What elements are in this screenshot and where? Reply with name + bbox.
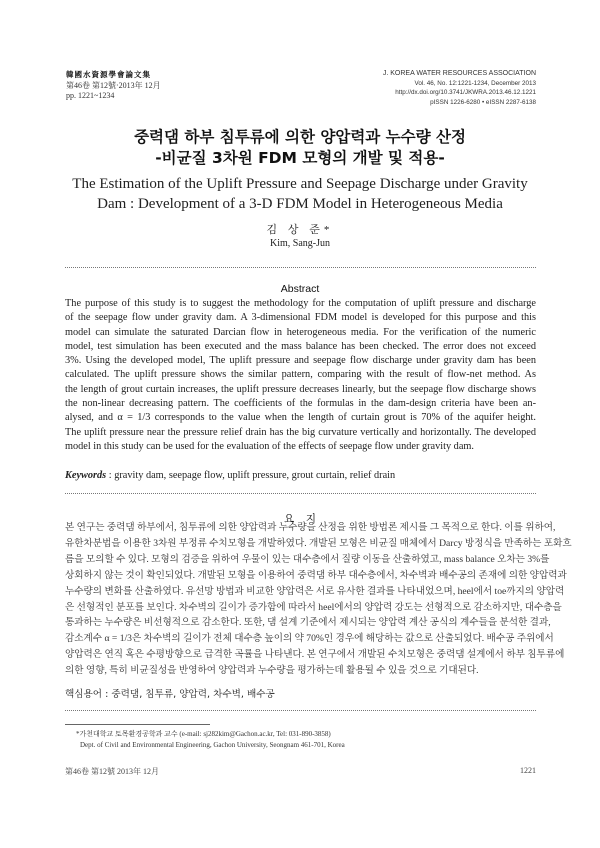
abstract-body — [65, 297, 536, 454]
paragraph-line: model, test simulation has been executed and the mass balance has been checked. The error does not exceed — [65, 340, 536, 352]
paragraph-line: 통과하는 누수량은 비선형적으로 감소한다. 또한, 댐 설계 기준에서 제시되는 양압력 계산 공식의 계수들을 분석한 결과, — [65, 617, 551, 629]
journal-header-right — [383, 69, 536, 107]
korean-keywords: 핵심용어 : 중력댐, 침투류, 양압력, 차수벽, 배수공 — [65, 689, 275, 700]
footer-issue: 第46卷 第12號 2013年 12月 — [65, 767, 159, 776]
english-title — [0, 174, 600, 214]
paragraph-line: of the seepage flow under gravity dam. A 3-dimensional FDM model is developed for this purpose and this — [65, 312, 536, 324]
doi-link[interactable]: http://dx.doi.org/10.3741/JKWRA.2013.46.12.1221 — [395, 89, 536, 96]
journal-name-korean: 韓國水資源學會論文集 — [66, 70, 151, 79]
page-footer — [65, 766, 536, 777]
journal-pages: pp. 1221~1234 — [66, 91, 115, 100]
journal-volume: 第46卷 第12號·2013年 12月 — [66, 80, 161, 90]
paragraph-line: the non-linear decreasing pattern. The coefficients of the formulas in the dam-design criteria have been an- — [65, 398, 536, 410]
divider — [65, 493, 536, 494]
journal-header-left — [66, 70, 161, 102]
footnote-affiliation-korean: *가천대학교 토목환경공학과 교수 (e-mail: sj282kim@Gachon.ac.kr, Tel: 031-890-3858) — [76, 730, 331, 738]
korean-subtitle-line: -비균질 3차원 FDM 모형의 개발 및 적용- — [155, 149, 445, 167]
english-title-line: The Estimation of the Uplift Pressure and Seepage Discharge under Gravity — [72, 176, 528, 192]
korean-title-line: 중력댐 하부 침투류에 의한 양압력과 누수량 산정 — [134, 128, 466, 146]
issn: pISSN 1226-6280 • eISSN 2287-6138 — [430, 98, 536, 106]
footnote-affiliation-english: Dept. of Civil and Environmental Engineering, Gachon University, Seongnam 461-701, Korea — [80, 741, 345, 749]
paragraph-line: the length of grout curtain increases, the uplift pressure decreases linearly, but the seepage flow discharge shows — [65, 383, 536, 395]
paragraph-line: The uplift pressure near the pressure relief drain has the big curvature vertically and horizontally. The developed — [65, 426, 536, 438]
paragraph-line: model can simulate the saturated Darcian flow in heterogeneous media. For the verification of the numeric — [65, 326, 536, 338]
paragraph-line: 은 선형적인 분포를 보인다. 차수벽의 길이가 증가함에 따라서 heel에서의 양압력 강도는 선형적으로 감소하지만, 대수층을 — [65, 601, 562, 613]
korean-abstract-body — [65, 520, 572, 679]
paragraph-line: model in this study can be used for the evaluation of the effects of seepage flow under gravity dam. — [65, 440, 474, 452]
abstract-heading: Abstract — [280, 283, 320, 295]
journal-volume-english: Vol. 46, No. 12:1221-1234, December 2013 — [414, 79, 536, 87]
paragraph-line: The purpose of this study is to suggest the methodology for the computation of uplift pressure and discharge — [65, 298, 536, 309]
paragraph-line: 누수량의 변화를 산출하였다. 유선망 방법과 비교한 양압력은 서로 유사한 결과를 나타내었으며, heel에서 toe까지의 양압력 — [65, 585, 565, 597]
author-english: Kim, Sang-Jun — [270, 238, 330, 249]
footnote-rule — [65, 724, 210, 725]
english-title-line: Dam : Development of a 3-D FDM Model in Heterogeneous Media — [97, 196, 503, 212]
paragraph-line: calculated. The uplift pressure shows the similar pattern, comparing with the result of flow-net method. As — [65, 369, 536, 381]
paragraph-line: 3%. Using the developed model, The uplift pressure and seepage flow discharge under gravity dam has been — [65, 355, 536, 367]
divider — [65, 710, 536, 711]
author-korean: 김 상 준* — [266, 224, 334, 236]
paragraph-line: 상회하지 않는 것이 확인되었다. 개발된 모형을 이용하여 중력댐 하부 대수층에서, 차수벽과 배수공의 존재에 의한 양압력과 — [65, 569, 567, 581]
korean-title — [0, 127, 600, 169]
paragraph-line: 유한차분법을 이용한 3차원 부정류 수치모형을 개발하였다. 개발된 모형은 비균질 매체에서 Darcy 방정식을 만족하는 포화흐 — [65, 537, 572, 549]
paragraph-line: 본 연구는 중력댐 하부에서, 침투류에 의한 양압력과 누수량을 산정을 위한 방법론 제시를 그 목적으로 한다. 이를 위하여, — [65, 522, 556, 533]
paragraph-line: 의한 영향, 특히 비균질성을 반영하여 양압력과 누수량을 평가하는데 활용될 수 있을 것으로 기대된다. — [65, 665, 479, 677]
paragraph-line: 름을 모의할 수 있다. 모형의 검증을 위하여 우물이 있는 대수층에서 질량 이동을 산출하였고, mass balance 오차는 3%를 — [65, 553, 550, 565]
korean-abstract-heading: 요 지 — [284, 513, 316, 525]
paragraph-line: 양압력은 연직 혹은 수평방향으로 급격한 곡률을 나타낸다. 본 연구에서 개발된 수치모형은 중력댐 설계에서 하부 침투류에 — [65, 649, 565, 661]
paragraph-line: alysed, and α = 1/3 corresponds to the value when the length of curtain grout is 70% of the aquifer height. — [65, 412, 536, 424]
keywords-label: Keywords — [65, 470, 107, 481]
journal-name-english: J. KOREA WATER RESOURCES ASSOCIATION — [382, 70, 536, 77]
keywords-list: : gravity dam, seepage flow, uplift pressure, grout curtain, relief drain — [106, 470, 396, 481]
paragraph-line: 감소계수 α = 1/3은 차수벽의 길이가 전체 대수층 높이의 약 70%인 경우에 해당하는 값으로 산출되었다. 배수공 주위에서 — [65, 633, 554, 645]
divider — [65, 267, 536, 268]
keywords — [65, 470, 395, 481]
footnote — [76, 729, 345, 751]
page-number: 1221 — [520, 766, 536, 775]
